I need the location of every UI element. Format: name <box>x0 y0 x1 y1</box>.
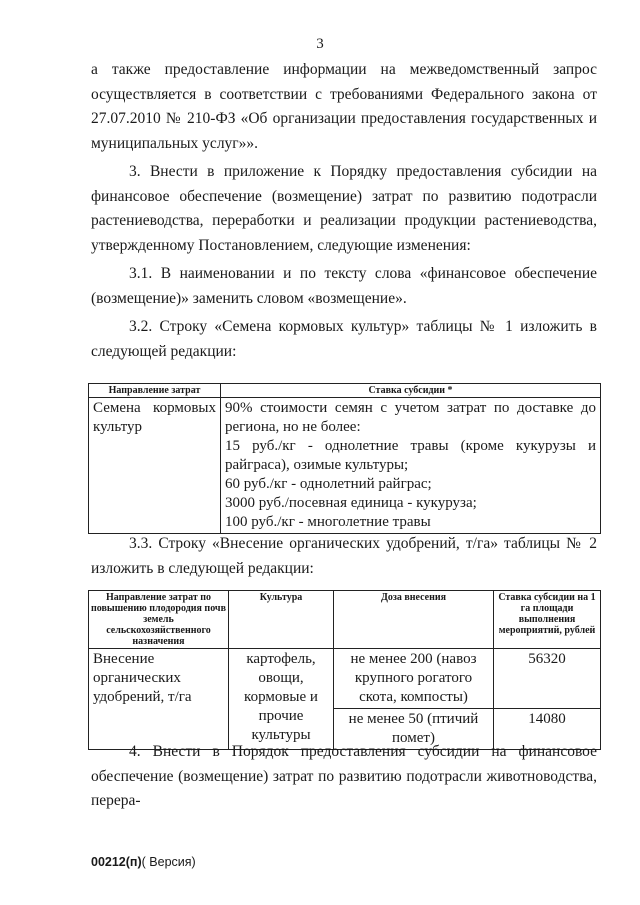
table2-dose-cell: не менее 50 (птичий помет) <box>334 709 494 750</box>
paragraph-item-4: 4. Внести в Порядок предоставления субсидии на финансовое обеспечение (возмещение) затрат по развитию подотрасли животноводства, перера- <box>91 743 597 809</box>
footer-code: 00212(п) <box>91 855 142 869</box>
paragraph-item-3-1: 3.1. В наименовании и по тексту слова «финансовое обеспечение (возмещение)» заменить словом «возмещение». <box>91 265 597 307</box>
table1-header-rate: Ставка субсидии * <box>221 384 601 398</box>
table2-header-rate: Ставка субсидии на 1 га площади выполнения мероприятий, рублей <box>494 591 601 649</box>
paragraph-continuation: а также предоставление информации на межведомственный запрос осуществляется в соответствии с требованиями Федерального закона от 27.07.2010 № 210-ФЗ «Об организации предоставления государственных и муниципальных услуг»». <box>91 61 597 152</box>
paragraph-item-3-3: 3.3. Строку «Внесение органических удобрений, т/га» таблицы № 2 изложить в следующей редакции: <box>91 535 597 577</box>
table2-rate-cell: 56320 <box>494 649 601 709</box>
table1-rate-cell <box>221 398 601 534</box>
table2-header-culture: Культура <box>229 591 334 649</box>
table2-culture-cell: картофель, овощи, кормовые и прочие культуры <box>229 649 334 750</box>
table1-rate-line: 100 руб./кг - многолетние травы <box>225 514 431 530</box>
table2-direction-cell: Внесение органических удобрений, т/га <box>89 649 229 750</box>
table1-row-label: Семена кормовых культур <box>89 398 221 534</box>
table1-rate-line: 90% стоимости семян с учетом затрат по доставке до региона, но не более: <box>225 400 596 435</box>
table2-header-dose: Доза внесения <box>334 591 494 649</box>
table1-rate-line: 3000 руб./посевная единица - кукуруза; <box>225 495 477 511</box>
table2-header-direction: Направление затрат по повышению плодородия почв земель сельскохозяйственного назначения <box>89 591 229 649</box>
paragraph-item-3-2: 3.2. Строку «Семена кормовых культур» таблицы № 1 изложить в следующей редакции: <box>91 318 597 360</box>
table2-dose-cell: не менее 200 (навоз крупного рогатого скота, компосты) <box>334 649 494 709</box>
footer <box>91 855 196 869</box>
table1-header-direction: Направление затрат <box>89 384 221 398</box>
table2-rate-cell: 14080 <box>494 709 601 750</box>
footer-label: ( Версия) <box>141 855 196 869</box>
table-feed-crop-seeds <box>88 383 601 534</box>
paragraph-item-3: 3. Внести в приложение к Порядку предоставления субсидии на финансовое обеспечение (возмещение) затрат по развитию подотрасли растениеводства, переработки и реализации продукции растениеводства, утвержденному Постановлением, следующие изменения: <box>91 163 597 254</box>
page-number: 3 <box>316 36 324 52</box>
table1-rate-line: 15 руб./кг - однолетние травы (кроме кукурузы и райграса), озимые культуры; <box>225 438 596 473</box>
table1-rate-line: 60 руб./кг - однолетний райграс; <box>225 476 432 492</box>
table-organic-fertilizers <box>88 590 601 750</box>
